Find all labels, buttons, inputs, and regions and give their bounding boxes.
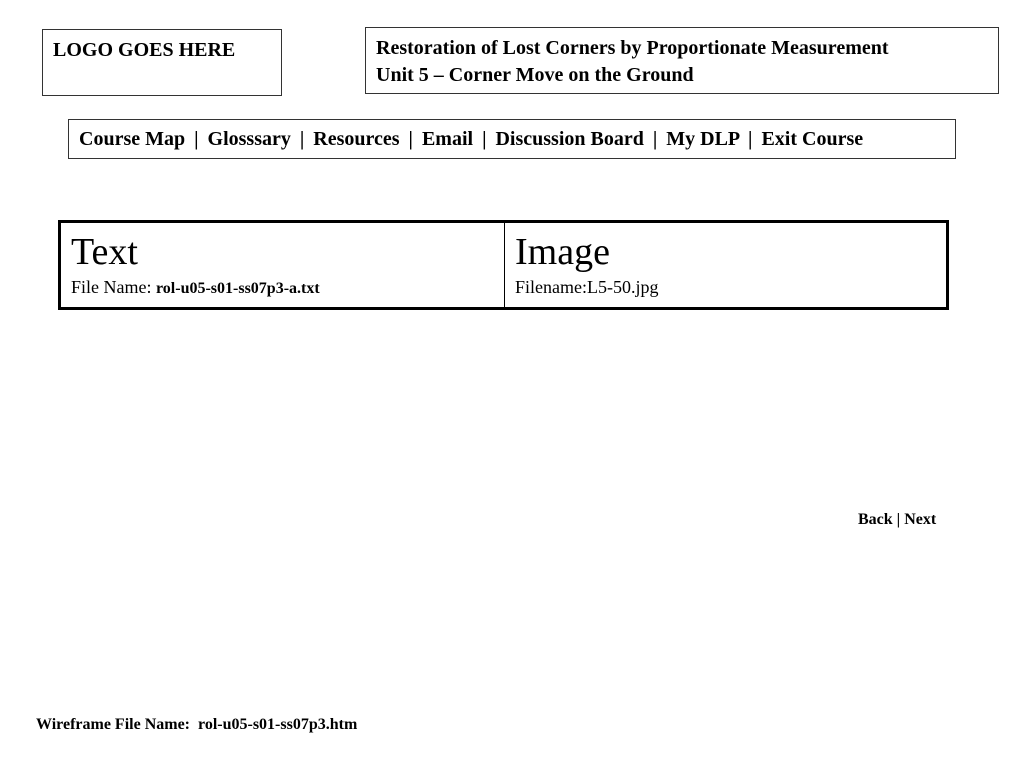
course-title: Restoration of Lost Corners by Proportionate Measurement xyxy=(376,37,889,59)
back-link[interactable]: Back xyxy=(858,511,893,528)
text-file-name: rol-u05-s01-ss07p3-a.txt xyxy=(155,280,320,297)
pager-separator: | xyxy=(896,511,901,528)
nav-separator: | xyxy=(748,128,753,150)
image-cell xyxy=(505,223,946,307)
course-navigation-bar xyxy=(68,119,956,159)
next-link[interactable]: Next xyxy=(904,511,937,528)
text-cell xyxy=(61,223,505,307)
nav-link-exit-course[interactable]: Exit Course xyxy=(761,128,864,150)
text-file-info xyxy=(71,275,494,301)
logo-text: LOGO GOES HERE xyxy=(53,39,236,61)
nav-link-email[interactable]: Email xyxy=(421,128,474,150)
nav-link-resources[interactable]: Resources xyxy=(313,128,400,150)
nav-separator: | xyxy=(299,128,305,150)
text-file-label: File Name: xyxy=(71,277,156,297)
page-navigation xyxy=(858,510,936,530)
nav-link-my-dlp[interactable]: My DLP xyxy=(666,128,740,150)
text-cell-heading: Text xyxy=(71,231,138,273)
unit-title: Unit 5 – Corner Move on the Ground xyxy=(376,64,694,86)
image-file-name: Filename:L5-50.jpg xyxy=(515,277,659,297)
nav-separator: | xyxy=(194,128,199,150)
nav-link-glossary[interactable]: Glosssary xyxy=(207,128,291,150)
nav-separator: | xyxy=(408,128,413,150)
nav-separator: | xyxy=(482,128,487,150)
image-cell-heading: Image xyxy=(515,231,610,273)
nav-link-course-map[interactable]: Course Map xyxy=(79,128,186,150)
nav-link-discussion-board[interactable]: Discussion Board xyxy=(495,128,644,150)
course-title-box xyxy=(365,27,999,94)
wireframe-file-name: Wireframe File Name: rol-u05-s01-ss07p3.htm xyxy=(36,716,358,733)
nav-separator: | xyxy=(652,128,658,150)
logo-placeholder xyxy=(42,29,282,96)
content-table xyxy=(58,220,949,310)
